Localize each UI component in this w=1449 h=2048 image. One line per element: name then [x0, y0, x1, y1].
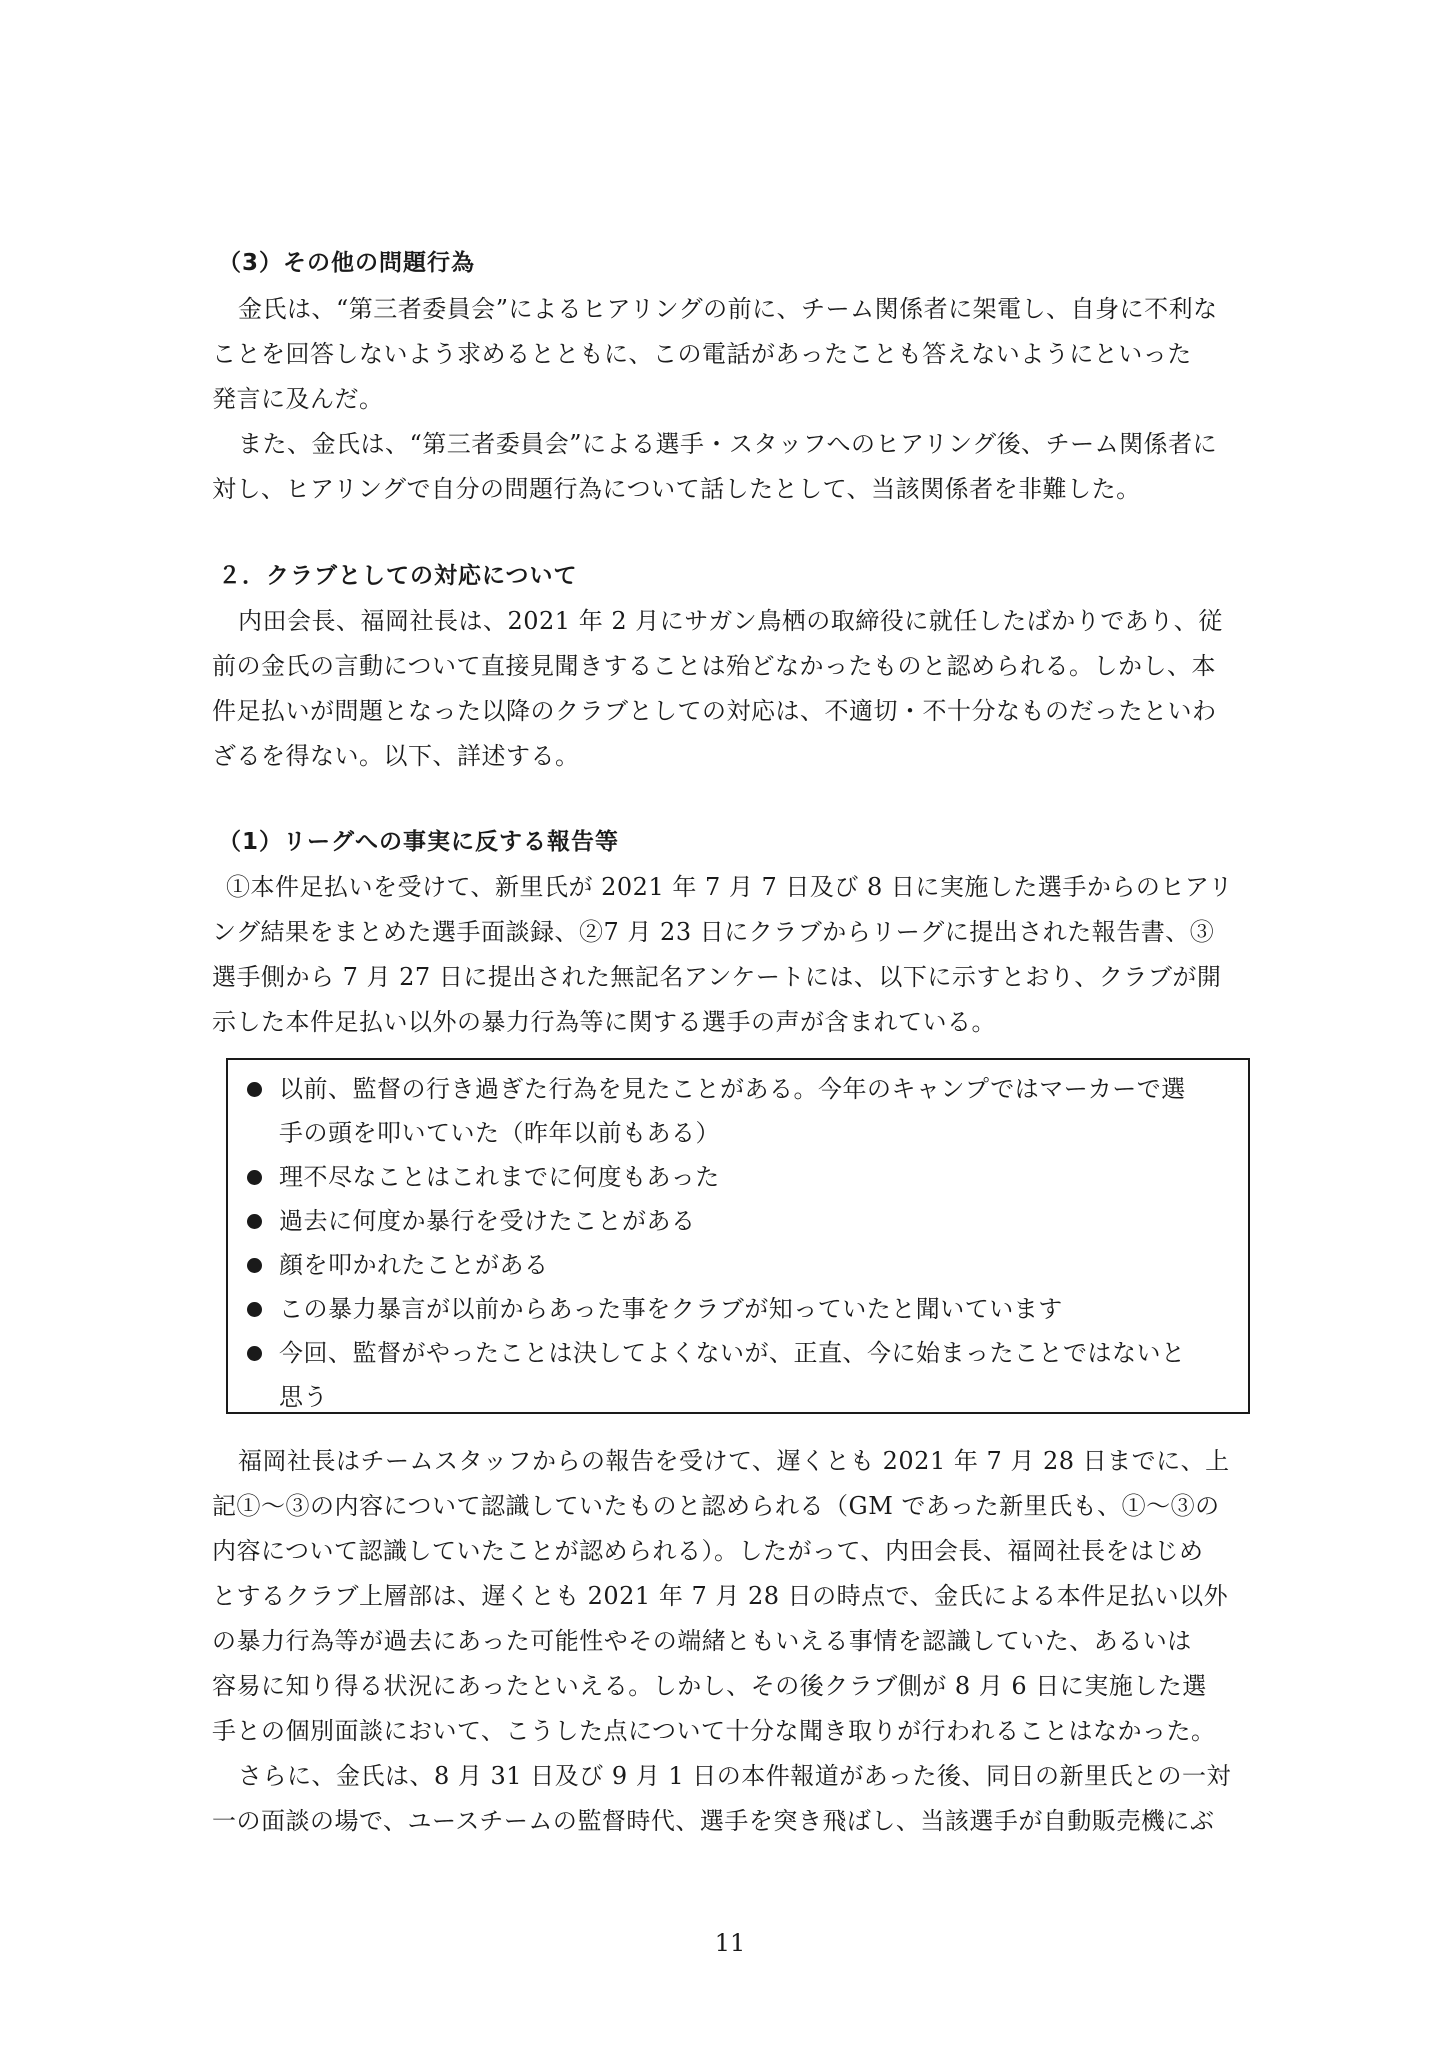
paragraph-line: 内田会長、福岡社長は、2021 年 2 月にサガン鳥栖の取締役に就任したばかりであり、従: [238, 607, 1223, 635]
paragraph-line: ング結果をまとめた選手面談録、②7 月 23 日にクラブからリーグに提出された報告書、③: [212, 918, 1215, 946]
bullet-icon: [247, 1302, 262, 1317]
quote-item: 顔を叩かれたことがある: [279, 1251, 549, 1279]
paragraph-line: 前の金氏の言動について直接見聞きすることは殆どなかったものと認められる。しかし、本: [212, 652, 1217, 680]
paragraph-line: また、金氏は、“第三者委員会”による選手・スタッフへのヒアリング後、チーム関係者に: [238, 430, 1218, 458]
paragraph-line: 件足払いが問題となった以降のクラブとしての対応は、不適切・不十分なものだったといわ: [212, 697, 1217, 725]
paragraph-line: さらに、金氏は、8 月 31 日及び 9 月 1 日の本件報道があった後、同日の新里氏との一対: [238, 1762, 1232, 1790]
paragraph-line: 手との個別面談において、こうした点について十分な聞き取りが行われることはなかった。: [212, 1717, 1216, 1745]
paragraph-line: とするクラブ上層部は、遅くとも 2021 年 7 月 28 日の時点で、金氏による本件足払い以外: [212, 1582, 1229, 1610]
quote-item-continuation: 思う: [279, 1383, 328, 1411]
paragraph-line: 内容について認識していたことが認められる）。したがって、内田会長、福岡社長をはじめ: [212, 1537, 1204, 1565]
paragraph-line: 記①～③の内容について認識していたものと認められる（GM であった新里氏も、①～③の: [212, 1492, 1220, 1520]
paragraph-line: 福岡社長はチームスタッフからの報告を受けて、遅くとも 2021 年 7 月 28 日までに、上: [238, 1447, 1230, 1475]
quote-item: この暴力暴言が以前からあった事をクラブが知っていたと聞いています: [279, 1295, 1063, 1323]
paragraph-line: ①本件足払いを受けて、新里氏が 2021 年 7 月 7 日及び 8 日に実施した選手からのヒアリ: [226, 873, 1233, 901]
paragraph-line: 容易に知り得る状況にあったといえる。しかし、その後クラブ側が 8 月 6 日に実施した選: [212, 1672, 1207, 1700]
bullet-icon: [247, 1082, 262, 1097]
quote-item: 今回、監督がやったことは決してよくないが、正直、今に始まったことではないと: [279, 1339, 1186, 1367]
paragraph-line: ざるを得ない。以下、詳述する。: [212, 742, 580, 770]
page-number: 11: [714, 1929, 746, 1957]
section-heading-other-issues: （3）その他の問題行為: [218, 250, 476, 276]
paragraph-line: 発言に及んだ。: [212, 385, 384, 413]
section-heading-league-report: （1）リーグへの事実に反する報告等: [218, 829, 620, 855]
section-heading-club-response: ２．クラブとしての対応について: [218, 563, 578, 589]
bullet-icon: [247, 1346, 262, 1361]
paragraph-line: の暴力行為等が過去にあった可能性やその端緒ともいえる事情を認識していた、あるいは: [212, 1627, 1192, 1655]
quote-item: 理不尽なことはこれまでに何度もあった: [279, 1163, 720, 1191]
paragraph-line: ことを回答しないよう求めるとともに、この電話があったことも答えないようにといった: [212, 340, 1192, 368]
paragraph-line: 一の面談の場で、ユースチームの監督時代、選手を突き飛ばし、当該選手が自動販売機にぶ: [212, 1807, 1215, 1835]
paragraph-line: 選手側から 7 月 27 日に提出された無記名アンケートには、以下に示すとおり、クラブが開: [212, 963, 1222, 991]
bullet-icon: [247, 1170, 262, 1185]
paragraph-line: 示した本件足払い以外の暴力行為等に関する選手の声が含まれている。: [212, 1008, 996, 1036]
paragraph-line: 金氏は、“第三者委員会”によるヒアリングの前に、チーム関係者に架電し、自身に不利な: [238, 295, 1218, 323]
bullet-icon: [247, 1258, 262, 1273]
quote-item-continuation: 手の頭を叩いていた（昨年以前もある）: [279, 1119, 720, 1147]
paragraph-line: 対し、ヒアリングで自分の問題行為について話したとして、当該関係者を非難した。: [212, 475, 1141, 503]
quote-item: 以前、監督の行き過ぎた行為を見たことがある。今年のキャンプではマーカーで選: [279, 1075, 1186, 1103]
bullet-icon: [247, 1214, 262, 1229]
quote-item: 過去に何度か暴行を受けたことがある: [279, 1207, 696, 1235]
